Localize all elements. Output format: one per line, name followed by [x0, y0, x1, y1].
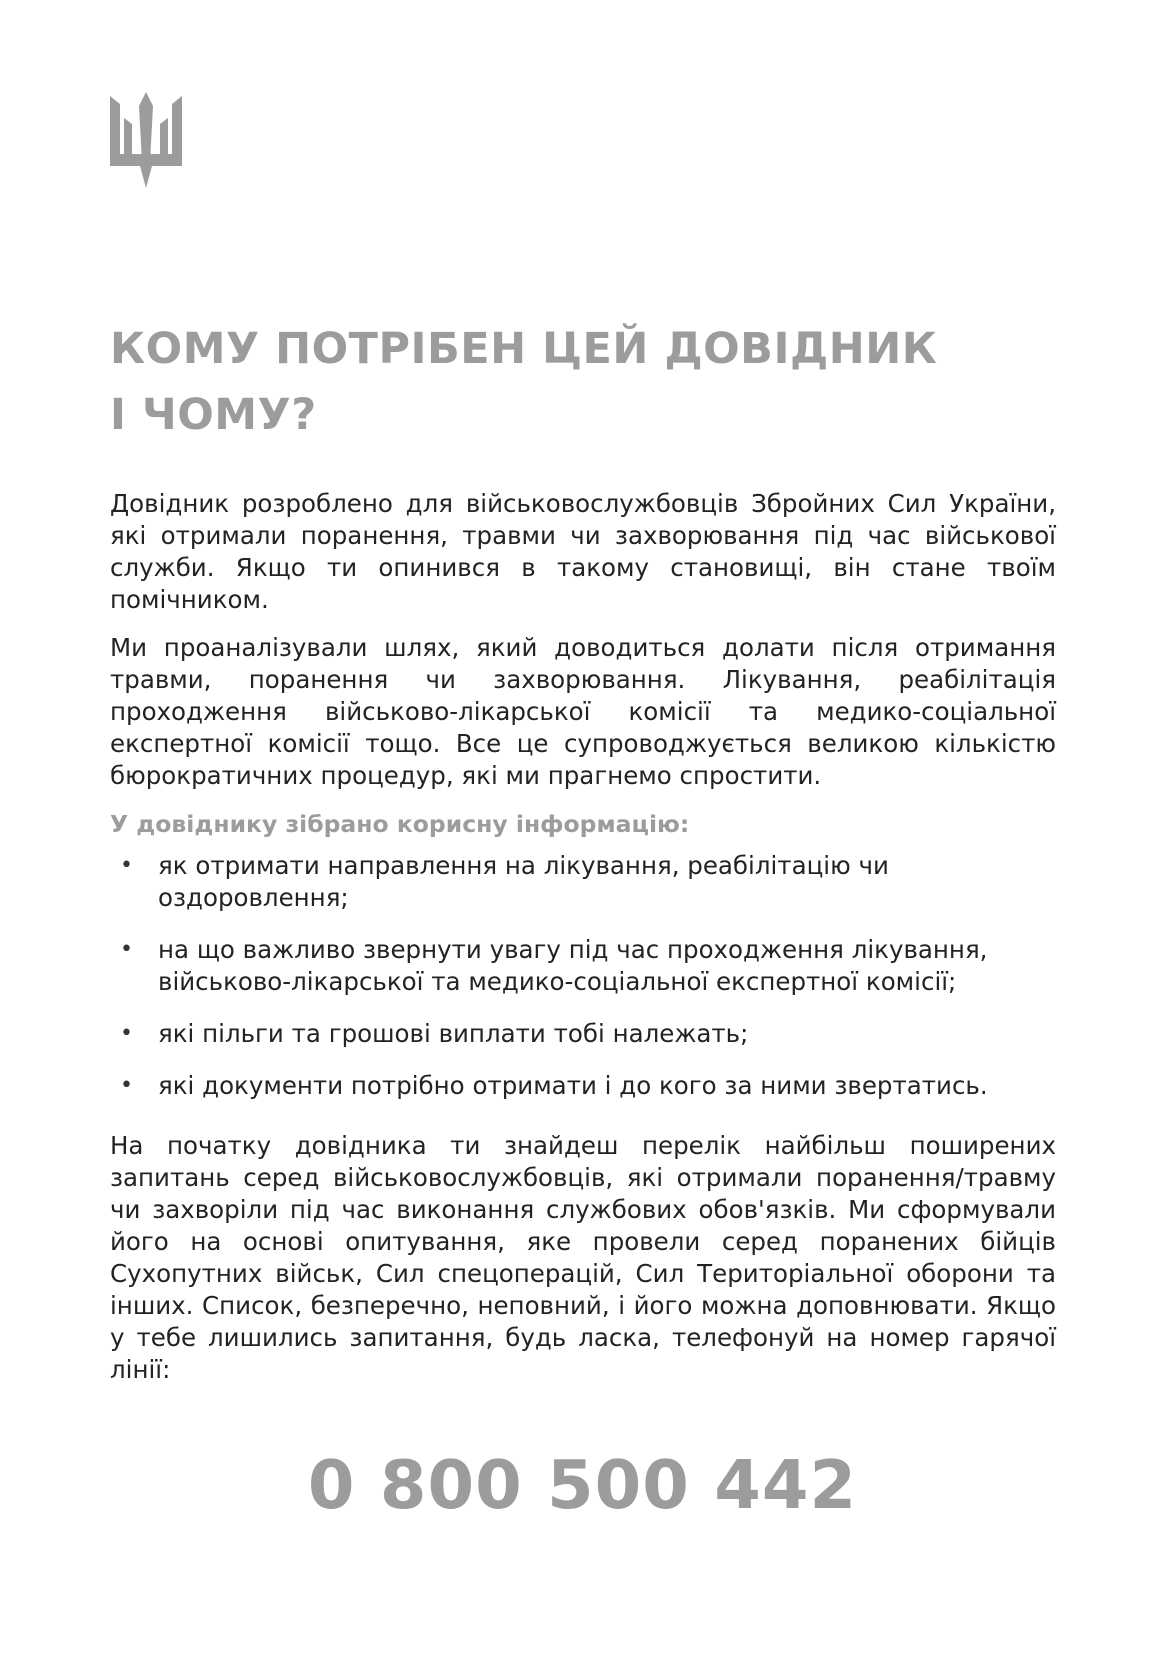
list-item-text: на що важливо звернути увагу під час проходження лікування, військово-лікарської та медико-соціальної експертної комісії; — [158, 935, 988, 996]
analysis-paragraph: Ми проаналізували шлях, який доводиться долати після отримання травми, поранення чи захворювання. Лікування, реабілітація проходження військово-лікарської комісії та медико-соціальної експертної комісії тощо. Все це супроводжується великою кількістю бюрократичних процедур, які ми прагнемо спростити. — [110, 633, 1056, 790]
list-item — [110, 934, 1056, 998]
document-body — [110, 488, 1056, 1402]
bullet-marker: • — [120, 853, 133, 878]
bullet-marker: • — [120, 1021, 133, 1046]
bullet-marker: • — [120, 1073, 133, 1098]
closing-paragraph: На початку довідника ти знайдеш перелік найбільш поширених запитань серед військовослужбовців, які отримали поранення/травму чи захворіли під час виконання службових обов'язків. Ми сформували його на основі опитування, яке провели серед поранених бійців Сухопутних військ, Сил спецоперацій, Сил Територіальної оборони та інших. Список, безперечно, неповний, і його можна доповнювати. Якщо у тебе лишились запитання, будь ласка, телефонуй на номер гарячої лінії: — [110, 1131, 1056, 1384]
list-item — [110, 850, 1056, 914]
list-item-text: які документи потрібно отримати і до кого за ними звертатись. — [158, 1071, 988, 1100]
bullet-marker: • — [120, 937, 133, 962]
page-title-line-2: І ЧОМУ? — [110, 390, 317, 440]
hotline-number: 0 800 500 442 — [307, 1446, 858, 1524]
list-item — [110, 1018, 1056, 1050]
list-item — [110, 1070, 1056, 1102]
page-title — [110, 316, 1070, 448]
page-title-line-1: КОМУ ПОТРІБЕН ЦЕЙ ДОВІДНИК — [110, 324, 938, 374]
info-list — [110, 850, 1056, 1102]
list-item-text: які пільги та грошові виплати тобі належать; — [158, 1019, 749, 1048]
intro-paragraph: Довідник розроблено для військовослужбовців Збройних Сил України, які отримали поранення, травми чи захворювання під час військової служби. Якщо ти опинився в такому становищі, він стане твоїм помічником. — [110, 489, 1056, 614]
trident-icon — [110, 92, 182, 188]
list-heading: У довіднику зібрано корисну інформацію: — [110, 810, 690, 838]
list-item-text: як отримати направлення на лікування, реабілітацію чи оздоровлення; — [158, 851, 889, 912]
